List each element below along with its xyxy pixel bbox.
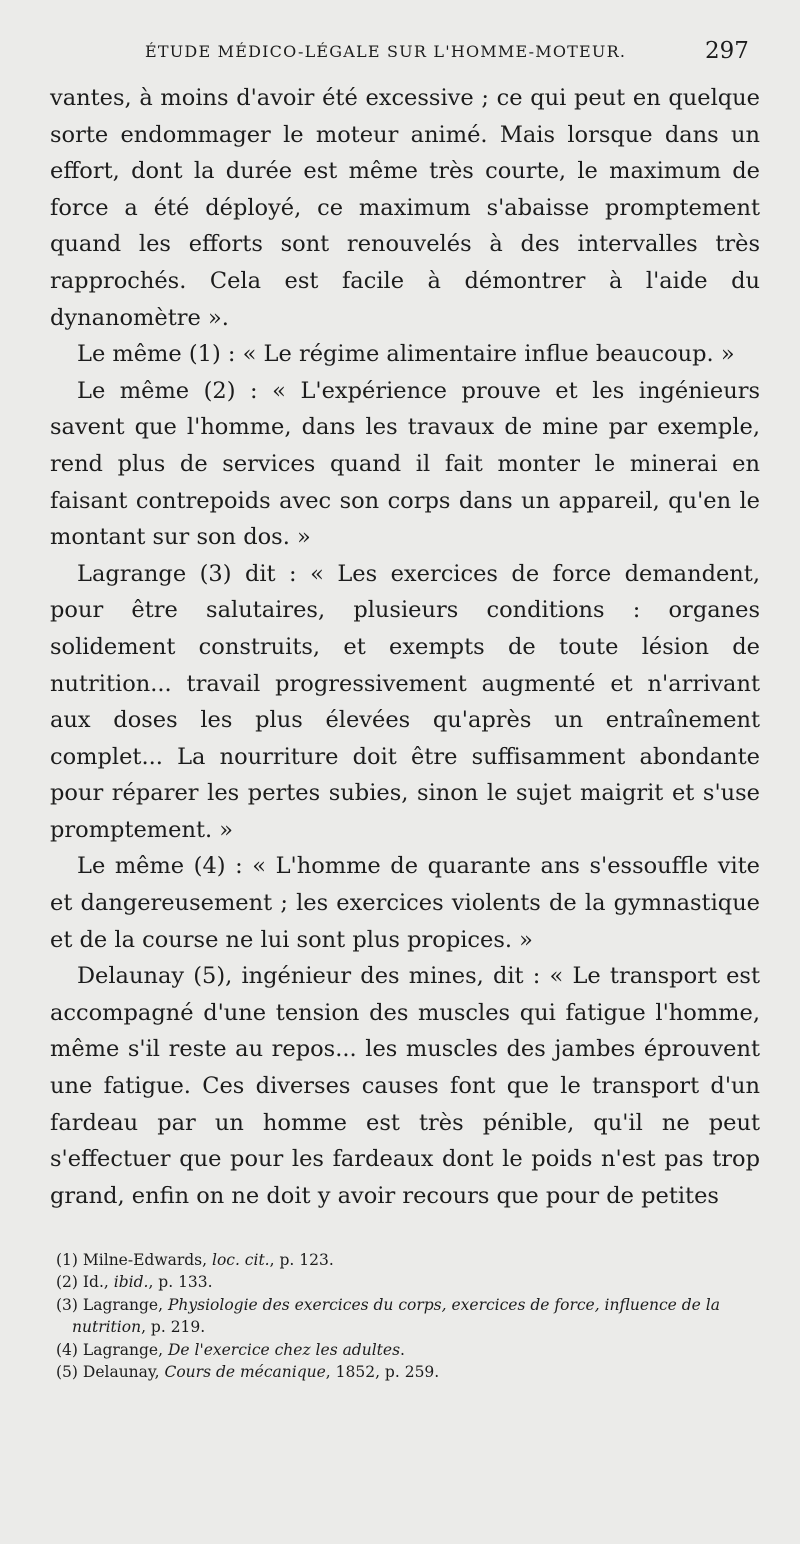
footnote-author: Milne-Edwards,	[82, 1251, 208, 1269]
footnote-number: (4)	[56, 1340, 78, 1359]
footnote-author: Lagrange,	[82, 1340, 164, 1359]
footnote-number: (3)	[56, 1295, 78, 1314]
footnote-title: loc. cit.	[211, 1251, 270, 1269]
paragraph: vantes, à moins d'avoir été excessive ; ce qui peut en quelque sorte endommager le moteur animé. Mais lorsque dans un effort, dont la durée est même très courte, le maximum de force a été déployé, ce maximum s'abaisse promptement quand les efforts sont renouvelés à des intervalles très rapprochés. Cela est facile à démontrer à l'aide du dynanomètre ».	[50, 85, 760, 331]
footnote-rest: .	[400, 1340, 405, 1359]
footnote	[58, 1249, 758, 1271]
footnote-rest: , p. 133.	[148, 1273, 213, 1292]
footnote	[58, 1294, 758, 1339]
footnote-author: Id.,	[82, 1273, 109, 1292]
footnote-rest: , p. 123.	[269, 1251, 334, 1269]
paragraph: Delaunay (5), ingénieur des mines, dit : « Le transport est accompagné d'une tension des muscles qui fatigue l'homme, même s'il reste au repos... les muscles des jambes éprouvent une fatigue. Ces diverses causes font que le transport d'un fardeau par un homme est très pénible, qu'il ne peut s'effectuer que pour les fardeaux dont le poids n'est pas trop grand, enfin on ne doit y avoir recours que pour de petites	[50, 963, 760, 1209]
footnote-author: Lagrange,	[82, 1295, 164, 1314]
footnote-title: Physiologie des exercices du corps, exercices de force, influence de la nutrition	[72, 1295, 720, 1337]
running-title: ÉTUDE MÉDICO-LÉGALE SUR L'HOMME-MOTEUR.	[145, 42, 627, 61]
footnote-title: De l'exercice chez les adultes	[167, 1340, 401, 1359]
footnote-rest: , 1852, p. 259.	[325, 1363, 440, 1382]
footnote	[58, 1361, 758, 1383]
page-header	[0, 36, 800, 76]
body-text	[50, 80, 760, 1214]
footnote	[58, 1271, 758, 1293]
footnote-number: (1)	[56, 1251, 78, 1269]
footnotes	[58, 1249, 758, 1383]
footnote-title: ibid.	[113, 1273, 149, 1292]
paragraph: Le même (4) : « L'homme de quarante ans s'essouffle vite et dangereusement ; les exercices violents de la gymnastique et de la course ne lui sont plus propices. »	[50, 853, 760, 953]
footnote-title: Cours de mécanique	[164, 1363, 326, 1382]
footnote-rest: , p. 219.	[141, 1318, 206, 1337]
footnote-number: (5)	[56, 1363, 78, 1382]
paragraph: Le même (2) : « L'expérience prouve et les ingénieurs savent que l'homme, dans les travaux de mine par exemple, rend plus de services quand il fait monter le minerai en faisant contrepoids avec son corps dans un appareil, qu'en le montant sur son dos. »	[50, 377, 760, 551]
footnote-author: Delaunay,	[82, 1363, 160, 1382]
paragraph: Le même (1) : « Le régime alimentaire influe beaucoup. »	[77, 341, 735, 368]
footnote	[58, 1339, 758, 1361]
page-number: 297	[705, 38, 749, 64]
paragraph: Lagrange (3) dit : « Les exercices de force demandent, pour être salutaires, plusieurs conditions : organes solidement construits, et exempts de toute lésion de nutrition... travail progressivement augmenté et n'arrivant aux doses les plus élevées qu'après un entraînement complet... La nourriture doit être suffisamment abondante pour réparer les pertes subies, sinon le sujet maigrit et s'use promptement. »	[50, 560, 760, 843]
footnote-number: (2)	[56, 1273, 78, 1292]
